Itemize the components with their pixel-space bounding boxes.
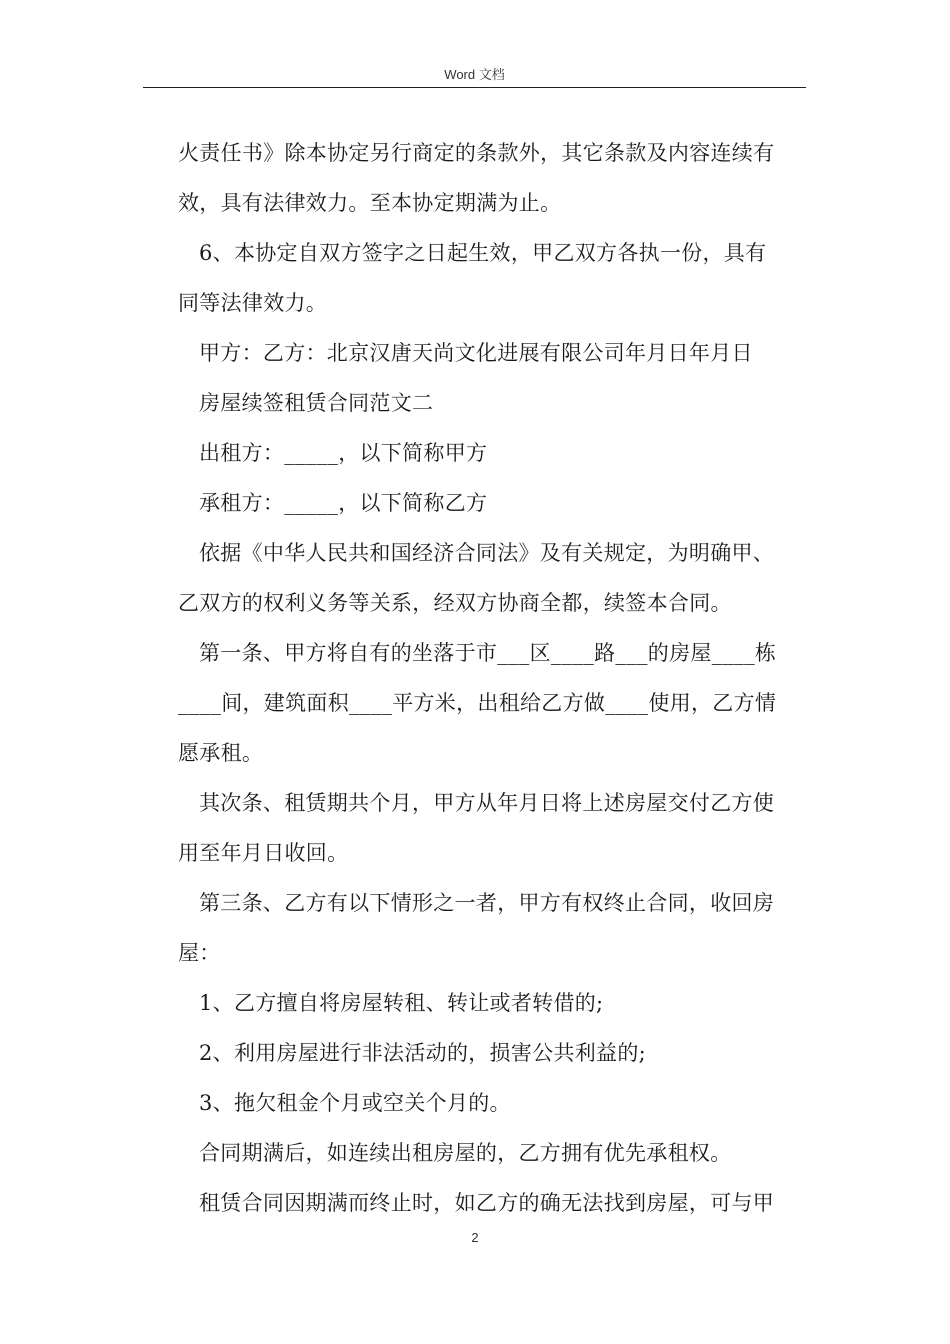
text-line: 房屋续签租赁合同范文二 [199,391,434,415]
text-line: 火责任书》除本协定另行商定的条款外，其它条款及内容连续有 [178,141,775,165]
text-line: 愿承租。 [178,741,264,765]
text-line: 承租方：_____，以下简称乙方 [199,491,488,515]
text-line: 第一条、甲方将自有的坐落于市___区____路___的房屋____栋 [199,641,777,665]
header-divider [143,87,806,88]
text-line: 乙双方的权利义务等关系，经双方协商全都，续签本合同。 [178,591,732,615]
text-line: ____间，建筑面积____平方米，出租给乙方做____使用，乙方情 [178,691,777,715]
text-line: 屋： [178,941,221,965]
text-line: 2、利用房屋进行非法活动的，损害公共利益的; [199,1041,647,1065]
text-line: 第三条、乙方有以下情形之一者，甲方有权终止合同，收回房 [199,891,775,915]
text-line: 租赁合同因期满而终止时，如乙方的确无法找到房屋，可与甲 [199,1191,775,1215]
text-line: 出租方：_____，以下简称甲方 [199,441,488,465]
text-line: 依据《中华人民共和国经济合同法》及有关规定，为明确甲、 [199,541,775,565]
text-line: 合同期满后，如连续出租房屋的，乙方拥有优先承租权。 [199,1141,732,1165]
text-line: 效，具有法律效力。至本协定期满为止。 [178,191,562,215]
text-line: 甲方：乙方：北京汉唐天尚文化进展有限公司年月日年月日 [199,341,753,365]
document-body [178,128,808,1228]
text-line: 其次条、租赁期共个月，甲方从年月日将上述房屋交付乙方使 [199,791,775,815]
text-line: 1、乙方擅自将房屋转租、转让或者转借的; [199,991,604,1015]
text-line: 6、本协定自双方签字之日起生效，甲乙双方各执一份，具有 [199,241,767,265]
page-number: 2 [471,1230,479,1245]
text-line: 同等法律效力。 [178,291,328,315]
page-header: Word 文档 [444,67,505,82]
text-line: 3、拖欠租金个月或空关个月的。 [199,1091,511,1115]
text-line: 用至年月日收回。 [178,841,349,865]
